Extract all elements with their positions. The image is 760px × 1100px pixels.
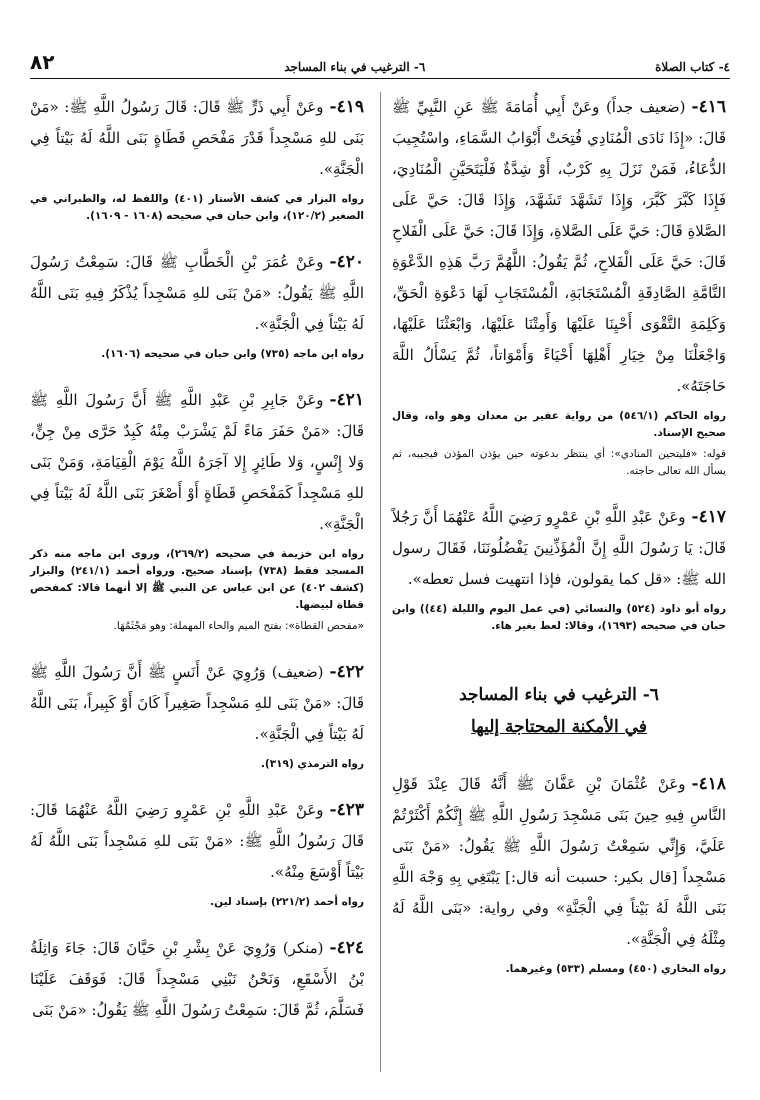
hadith-source: رواه البخاري (٤٥٠) ومسلم (٥٣٣) وغيرهما. <box>505 963 726 975</box>
hadith-body: (ضعيف جداً) وعَنْ أَبِي أُمَامَةَ ﷺ عَنِ النَّبِيِّ ﷺ قَالَ: «إِذَا نَادَى الْمُنَادِي فُتِحَتْ أَبْوَابُ السَّمَاءِ، واسْتُجِيبَ الدُّعَاءُ، فَمَنْ نَزَلَ بِهِ كَرْبٌ، أَوْ شِدَّةٌ فَلْيَتَحَيَّنِ الْمُنَادِيَ، فَإِذَا كَبَّرَ كَبَّرَ، وَإِذَا تَشَهَّدَ تَشَهَّدَ، وَإِذَا قَالَ: حَيَّ عَلَى الصَّلاةِ قَالَ: حَيَّ عَلَى الصَّلاةِ، وَإِذَا قَالَ: حَيَّ عَلَى الْفَلاحِ قَالَ: حَيَّ عَلَى الْفَلاحِ، ثُمَّ يَقُولُ: اللَّهُمَّ رَبَّ هَذِهِ الدَّعْوَةِ التَّامَّةِ الصَّادِقَةِ الْمُسْتَجَابَةِ، الْمُسْتَجَابِ لَهَا دَعْوَةِ الْحَقِّ، وَكَلِمَةِ التَّقْوَى أَحْيِنَا عَلَيْهَا وَأَمِتْنَا عَلَيْهَا، وَابْعَثْنَا عَلَيْهَا، وَاجْعَلْنَا مِنْ خِيَارِ أَهْلِهَا أَحْيَاءً وَأَمْوَاتاً، ثُمَّ يَسْأَلُ اللَّهَ حَاجَتَهُ». <box>392 98 726 395</box>
right-column <box>392 92 726 1000</box>
hadith-416 <box>392 92 726 480</box>
hadith-424 <box>30 933 364 1026</box>
chapter-heading <box>392 679 726 743</box>
hadith-source: رواه ابن ماجه (٧٣٥) وابن حبان في صحيحه (١٦٠٦). <box>101 348 364 360</box>
book-title: ٤- كتاب الصلاة <box>655 60 730 74</box>
hadith-body: وعَنْ أَبِي ذَرٍّ ﷺ قَالَ: قَالَ رَسُولُ اللَّهِ ﷺ: «مَنْ بَنَى للهِ مَسْجِداً قَدْرَ مَفْحَصِ قَطَاةٍ بَنَى اللَّهُ لَهُ بَيْتاً فِي الْجَنَّةِ». <box>30 98 364 178</box>
hadith-number: ٤٢٢- <box>329 662 364 682</box>
hadith-number: ٤٢٠- <box>329 252 364 272</box>
hadith-number: ٤١٩- <box>329 97 364 117</box>
hadith-text <box>30 795 364 888</box>
hadith-417 <box>392 502 726 635</box>
hadith-418 <box>392 769 726 978</box>
hadith-body: (منكر) وَرُوِيَ عَنْ بِشْرِ بْنِ حَيَّانَ قَالَ: جَاءَ وَاثِلَةُ بْنُ الأَسْقَعِ، وَنَحْنُ نَبْنِي مَسْجِداً قَالَ: فَوَقَفَ عَلَيْنَا فَسَلَّمَ، ثُمَّ قَالَ: سَمِعْتُ رَسُولَ اللَّهِ ﷺ يَقُولُ: «مَنْ بَنَى <box>30 939 364 1019</box>
hadith-source: رواه أحمد (٢٢١/٢) بإسناد لين. <box>210 896 364 908</box>
hadith-number: ٤١٦- <box>691 97 726 117</box>
hadith-body: وعَنْ عُثْمَانَ بْنِ عَفَّانَ ﷺ أَنَّهُ قَالَ عِنْدَ قَوْلِ النَّاسِ فِيهِ حِينَ بَنَى مَسْجِدَ رَسُولِ اللَّهِ ﷺ إِنَّكُمْ أَكْثَرْتُمْ عَلَيَّ، وَإِنِّي سَمِعْتُ رَسُولَ اللَّهِ ﷺ يَقُولُ: «مَنْ بَنَى مَسْجِداً [قال بكير: حسبت أنه قال:] يَبْتَغِي بِهِ وَجْهَ اللَّهِ بَنَى اللَّهُ لَهُ بَيْتاً فِي الْجَنَّةِ» وفي رواية: «بَنَى اللَّهُ لَهُ مِثْلَهُ فِي الْجَنَّةِ». <box>392 775 726 948</box>
hadith-source: رواه الحاكم (٥٤٦/١) من رواية عفير بن معدان وهو واه، وقال صحيح الإسناد. <box>392 410 727 439</box>
hadith-text <box>392 769 726 955</box>
hadith-body: وعَنْ عَبْدِ اللَّهِ بْنِ عَمْرٍو رَضِيَ اللَّهُ عَنْهُمَا قَالَ: قَالَ رَسُولُ اللَّهِ ﷺ: «مَنْ بَنَى للهِ مَسْجِداً بَنَى اللَّهُ لَهُ بَيْتاً أَوْسَعَ مِنْهُ». <box>30 801 364 881</box>
hadith-number: ٤٢٤- <box>329 938 364 958</box>
hadith-text <box>30 657 364 750</box>
hadith-text <box>30 247 364 340</box>
hadith-number: ٤١٨- <box>691 774 726 794</box>
hadith-source: رواه البزار في كشف الأستار (٤٠١) واللفظ له، والطبراني في الصغير (١٢٠/٢)، وابن حبان في صحيحه (١٦٠٨ - ١٦٠٩). <box>30 193 364 222</box>
hadith-source: رواه الترمذي (٣١٩). <box>260 758 364 770</box>
hadith-body: وعَنْ عَبْدِ اللَّهِ بْنِ عَمْرٍو رَضِيَ اللَّهُ عَنْهُمَا أَنَّ رَجُلاً قَالَ: يَا رَسُولَ اللَّهِ إِنَّ الْمُؤَذِّنِينَ يَفْضُلُونَنَا، فَقَالَ رسول الله ﷺ: «قل كما يقولون، فإذا انتهيت فسل تعطه». <box>392 508 726 588</box>
column-divider <box>380 92 381 1072</box>
hadith-body: (ضعيف) وَرُوِيَ عَنْ أَنَسٍ ﷺ أَنَّ رَسُولَ اللَّهِ ﷺ قَالَ: «مَنْ بَنَى للهِ مَسْجِداً صَغِيراً كَانَ أَوْ كَبِيراً، بَنَى اللَّهُ لَهُ بَيْتاً فِي الْجَنَّةِ». <box>30 663 364 743</box>
hadith-text <box>30 933 364 1026</box>
left-column <box>30 92 364 1048</box>
running-header <box>30 50 730 79</box>
hadith-text <box>30 92 364 185</box>
hadith-421 <box>30 385 364 635</box>
chapter-heading-line2: في الأمكنة المحتاجة إليها <box>471 717 647 737</box>
hadith-number: ٤٢١- <box>329 390 364 410</box>
hadith-422 <box>30 657 364 773</box>
chapter-title: ٦- الترغيب في بناء المساجد <box>284 60 426 74</box>
chapter-heading-line1: ٦- الترغيب في بناء المساجد <box>459 685 659 705</box>
hadith-text <box>30 385 364 540</box>
hadith-text <box>392 92 726 402</box>
hadith-text <box>392 502 726 595</box>
hadith-420 <box>30 247 364 363</box>
hadith-number: ٤١٧- <box>691 507 726 527</box>
hadith-note: قوله: «فليتحين المنادي»: أي ينتظر بدعوته حين يؤذن المؤذن فيجيبه، ثم يسأل الله تعالى حاجته. <box>392 448 726 477</box>
hadith-body: وعَنْ عُمَرَ بْنِ الْخَطَّابِ ﷺ قَالَ: سَمِعْتُ رَسُولَ اللَّهِ ﷺ يَقُولُ: «مَنْ بَنَى للهِ مَسْجِداً يُذْكَرُ فِيهِ بَنَى اللَّهُ لَهُ بَيْتاً فِي الْجَنَّةِ». <box>30 253 364 333</box>
hadith-note: «مفحص القطاة»: بفتح الميم والحاء المهملة: وهو مَجْثَمُهَا. <box>113 620 364 632</box>
hadith-source: رواه ابن خزيمة في صحيحه (٢٦٩/٢)، وروى ابن ماجه منه ذكر المسجد فقط (٧٣٨) بإسناد صحيح. ورواه أحمد (٢٤١/١) والبزار (كشف ٤٠٢) عن ابن عباس عن النبي ﷺ إلا أنهما قالا: كمفحص قطاة لبيضها. <box>30 548 365 611</box>
hadith-number: ٤٢٣- <box>329 800 364 820</box>
hadith-body: وعَنْ جَابِرِ بْنِ عَبْدِ اللَّهِ ﷺ أَنَّ رَسُولَ اللَّهِ ﷺ قَالَ: «مَنْ حَفَرَ مَاءً لَمْ يَشْرَبْ مِنْهُ كَبِدٌ حَرَّى مِنْ جِنٍّ، وَلا إِنْسٍ، وَلا طَائِرٍ إِلا آجَرَهُ اللَّهُ يَوْمَ الْقِيَامَةِ، وَمَنْ بَنَى للهِ مَسْجِداً كَمَفْحَصِ قَطَاةٍ أَوْ أَصْغَرَ بَنَى اللَّهُ لَهُ بَيْتاً فِي الْجَنَّةِ». <box>30 391 364 533</box>
hadith-423 <box>30 795 364 911</box>
hadith-419 <box>30 92 364 225</box>
hadith-source: رواه أبو داود (٥٢٤) والنسائي (في عمل اليوم والليلة (٤٤)) وابن حبان في صحيحه (١٦٩٣)، وقالا: لعط بغير هاء. <box>392 603 726 632</box>
page-number: ٨٢ <box>30 50 55 74</box>
